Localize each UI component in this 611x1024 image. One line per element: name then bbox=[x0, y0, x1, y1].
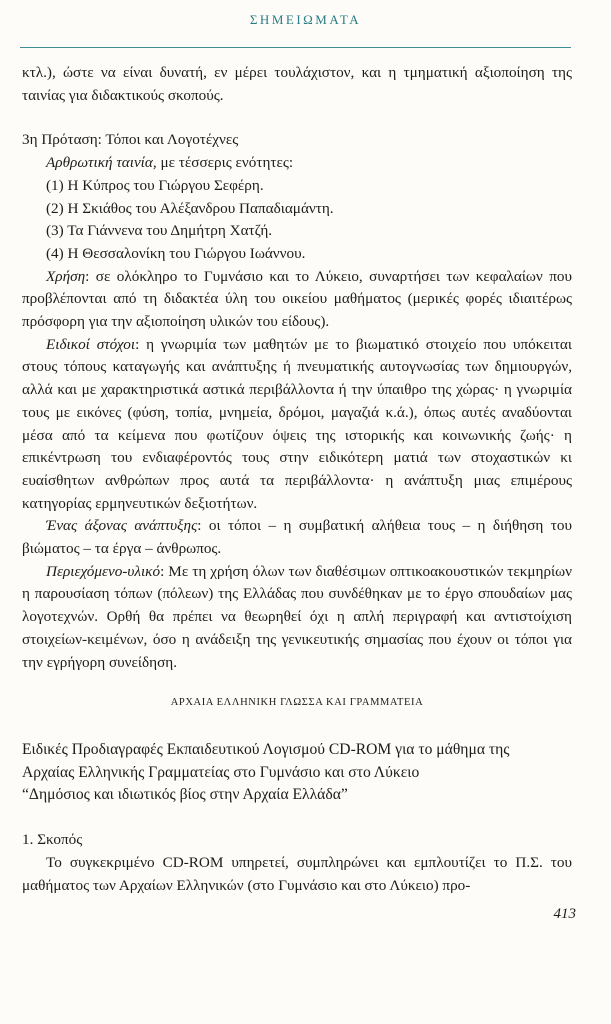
content-label: Περιεχόμενο-υλικό bbox=[46, 562, 161, 580]
list-item: (3) Τα Γιάννενα του Δημήτρη Χατζή. bbox=[46, 222, 273, 240]
list-item: (2) Η Σκιάθος του Αλέξανδρου Παπαδιαμάντη. bbox=[46, 199, 334, 217]
page-number: 413 bbox=[553, 906, 576, 922]
film-line bbox=[22, 152, 572, 175]
list-item: (4) Η Θεσσαλονίκη του Γιώργου Ιωάννου. bbox=[46, 244, 306, 262]
content-paragraph bbox=[22, 561, 572, 675]
page-body bbox=[22, 62, 572, 897]
goals-paragraph bbox=[22, 334, 572, 516]
proposal-title: 3η Πρόταση: Τόποι και Λογοτέχνες bbox=[22, 131, 239, 149]
film-text: με τέσσερις ενότητες: bbox=[156, 154, 294, 172]
running-header: ΣΗΜΕΙΩΜΑΤΑ bbox=[249, 12, 362, 27]
header-rule bbox=[20, 47, 571, 48]
use-text: : σε ολόκληρο το Γυμνάσιο και το Λύκειο, συναρτήσει των κεφαλαίων που προβλέπονται από τη διδακτέα ύλη του οικείου μαθήματος (μερικές φορές ιδιαιτέρως πρόσφορη για την αξιοποίηση υλικών του είδους). bbox=[22, 267, 572, 331]
goals-text: : η γνωριμία των μαθητών με το βιωματικό στοιχείο που υπόκειται στους τόπους καταγωγής και ανάπτυξης ή πνευματικής αυτογνωσίας των δημιουργών, αλλά και με χαρακτηριστικά αστικά περιβάλλοντα ή την ύπαιθρο της χώρας· η γνωριμία τους με εικόνες (φύση, τοπία, μνημεία, δρόμοι, μαγαζιά κ.ά.), όπως αυτές αναδύονται μέσα από τα κείμενα που φωτίζουν όψεις της ιστορικής και κοινωνικής ζωής· η επικέντρωση του ενδιαφέροντός τους στην ειδικότερη ματιά των στοχαστικών κι ευαίσθητων ανθρώπων προς αυτά τα περιβάλλοντα· η ανάπτυξη μιας επιμέρους κατηγορίας ερμηνευτικών δεξιοτήτων. bbox=[22, 335, 572, 512]
content-text: : Με τη χρήση όλων των διαθέσιμων οπτικοακουστικών τεκμηρίων η παρουσίαση τόπων (πόλεων) της Ελλάδας που συνδέθηκαν με το έργο σπουδαίων μας λογοτεχνών. Ορθή θα πρέπει να θεωρηθεί όχι η απλή περιγραφή και αντιστοίχιση στοιχείων-κειμένων, όσο η ανάδειξη της γενικευτικής σημασίας που έχουν οι τόποι για την εγρήγορη συνείδηση. bbox=[22, 562, 572, 671]
film-label: Αρθρωτική ταινία, bbox=[46, 154, 157, 172]
purpose-heading: 1. Σκοπός bbox=[22, 831, 83, 849]
section-title: ΑΡΧΑΙΑ ΕΛΛΗΝΙΚΗ ΓΛΩΣΣΑ ΚΑΙ ΓΡΑΜΜΑΤΕΙΑ bbox=[170, 697, 424, 709]
purpose-paragraph: Το συγκεκριμένο CD-ROM υπηρετεί, συμπληρώνει και εμπλουτίζει το Π.Σ. του μαθήματος των Αρχαίων Ελληνικών (στο Γυμνάσιο και στο Λύκειο) προ- bbox=[22, 853, 572, 894]
axis-paragraph bbox=[22, 515, 572, 560]
use-paragraph bbox=[22, 266, 572, 334]
axis-text: : οι τόποι – η συμβατική αλήθεια τους – η διήθηση του βιώματος – τα έργα – άνθρωπος. bbox=[22, 517, 573, 558]
axis-label: Ένας άξονας ανάπτυξης bbox=[46, 517, 198, 535]
list-item: (1) Η Κύπρος του Γιώργου Σεφέρη. bbox=[46, 176, 264, 194]
spec-line-2: Αρχαίας Ελληνικής Γραμματείας στο Γυμνάσιο και στο Λύκειο bbox=[22, 763, 420, 781]
spec-line-3: “Δημόσιος και ιδιωτικός βίος στην Αρχαία Ελλάδα” bbox=[22, 786, 348, 804]
use-label: Χρήση bbox=[46, 267, 86, 285]
goals-label: Ειδικοί στόχοι bbox=[46, 335, 136, 353]
intro-paragraph: κτλ.), ώστε να είναι δυνατή, εν μέρει τουλάχιστον, και η τμηματική αξιοποίηση της ταινίας για διδακτικούς σκοπούς. bbox=[22, 64, 572, 104]
spec-line-1: Ειδικές Προδιαγραφές Εκπαιδευτικού Λογισμού CD-ROM για το μάθημα της bbox=[22, 740, 510, 758]
